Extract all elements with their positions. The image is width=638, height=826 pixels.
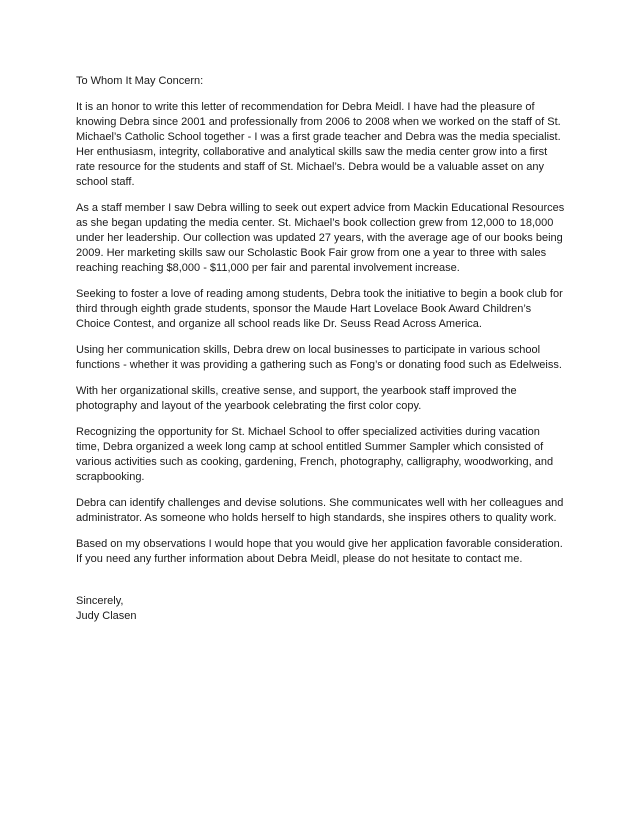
letter-salutation: To Whom It May Concern: xyxy=(76,75,204,87)
letter-paragraph-8: Based on my observations I would hope that you would give her application favorable consideration. If you need any further information about Debra Meidl, please do not hesitate to contact me. xyxy=(76,538,563,565)
letter-paragraph-5: With her organizational skills, creative sense, and support, the yearbook staff improved the photography and layout of the yearbook celebrating the first color copy. xyxy=(76,385,517,412)
signature-name: Judy Clasen xyxy=(76,610,137,622)
letter-paragraph-2: As a staff member I saw Debra willing to seek out expert advice from Mackin Educational Resources as she began updating the media center. St. Michael’s book collection grew from 12,000 to 18,000 under her leadership. Our collection was updated 27 years, with the average age of our books being 2009. Her marketing skills saw our Scholastic Book Fair grow from one a year to three with sales reaching reaching $8,000 - $11,000 per fair and parental involvement increase. xyxy=(76,202,565,274)
letter-closing-block xyxy=(76,594,566,624)
letter-paragraph-7: Debra can identify challenges and devise solutions. She communicates well with her colleagues and administrator. As someone who holds herself to high standards, she inspires others to quality work. xyxy=(76,497,564,524)
letter-paragraph-6: Recognizing the opportunity for St. Michael School to offer specialized activities during vacation time, Debra organized a week long camp at school entitled Summer Sampler which consisted of various activities such as cooking, gardening, French, photography, calligraphy, woodworking, and scrapbooking. xyxy=(76,426,554,483)
letter-paragraph-1: It is an honor to write this letter of recommendation for Debra Meidl. I have had the pleasure of knowing Debra since 2001 and professionally from 2006 to 2008 when we worked on the staff of St. Michael’s Catholic School together - I was a first grade teacher and Debra was the media specialist. Her enthusiasm, integrity, collaborative and analytical skills saw the media center grow into a first rate resource for the students and staff of St. Michael’s. Debra would be a valuable asset on any school staff. xyxy=(76,101,561,188)
letter-paragraph-3: Seeking to foster a love of reading among students, Debra took the initiative to begin a book club for third through eighth grade students, sponsor the Maude Hart Lovelace Book Award Children’s Choice Contest, and organize all school reads like Dr. Seuss Read Across America. xyxy=(76,288,563,330)
letter-paragraph-4: Using her communication skills, Debra drew on local businesses to participate in various school functions - whether it was providing a gathering such as Fong’s or donating food such as Edelweiss. xyxy=(76,344,562,371)
letter-closing: Sincerely, xyxy=(76,595,124,607)
letter-page xyxy=(76,74,566,624)
